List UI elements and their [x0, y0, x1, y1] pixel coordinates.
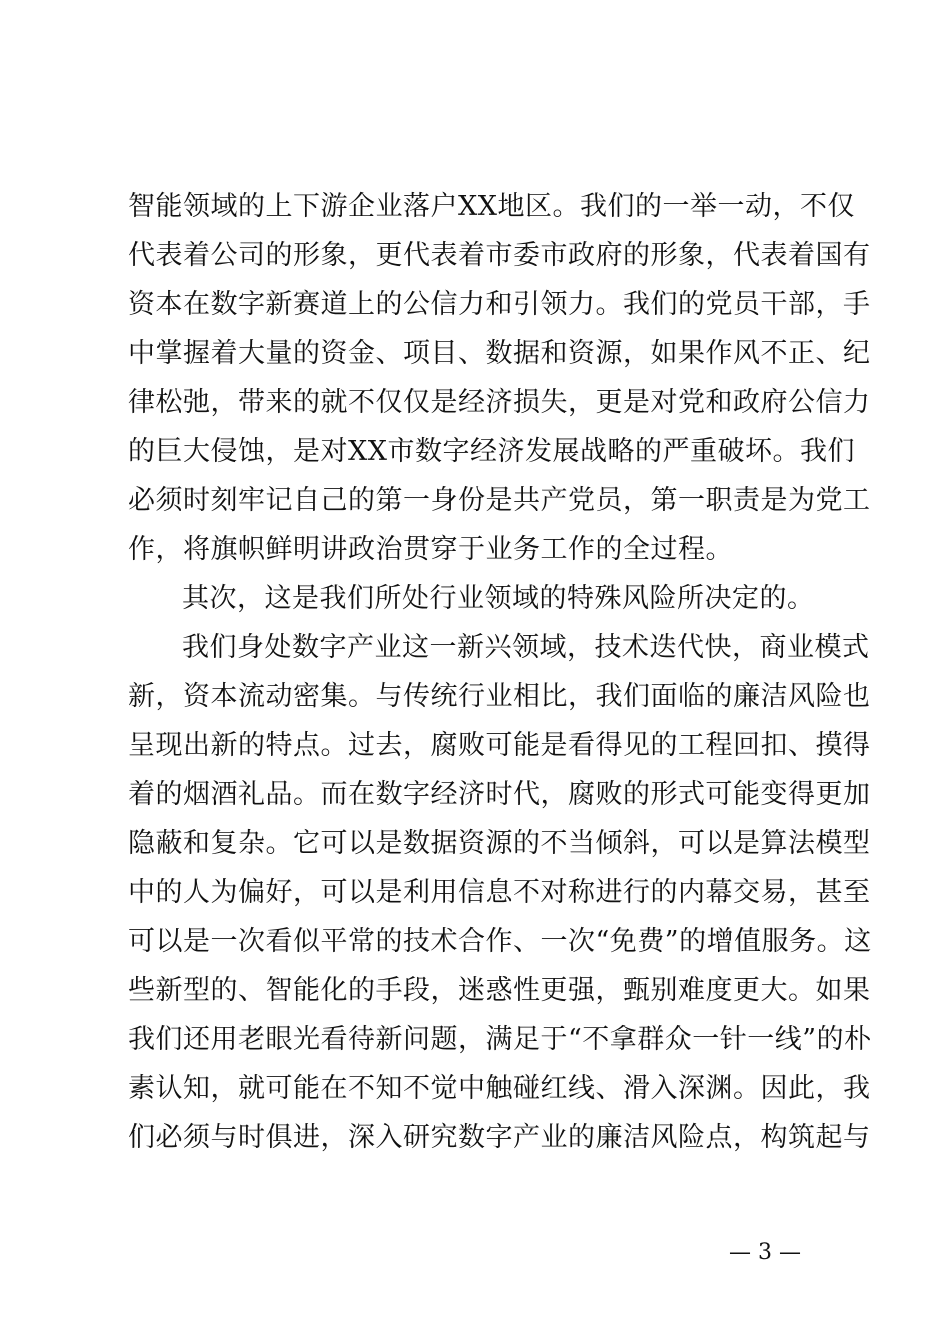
text-line: 代表着公司的形象，更代表着市委市政府的形象，代表着国有	[128, 240, 871, 271]
text-line: 呈现出新的特点。过去，腐败可能是看得见的工程回扣、摸得	[128, 730, 871, 761]
text-line: 隐蔽和复杂。它可以是数据资源的不当倾斜，可以是算法模型	[128, 828, 871, 859]
text-line: 新，资本流动密集。与传统行业相比，我们面临的廉洁风险也	[128, 681, 871, 712]
text-line: 律松弛，带来的就不仅仅是经济损失，更是对党和政府公信力	[128, 387, 871, 418]
paragraph-heading: 其次，这是我们所处行业领域的特殊风险所决定的。	[182, 583, 815, 614]
text-line: 我们还用老眼光看待新问题，满足于“不拿群众一针一线”的朴	[128, 1024, 872, 1055]
body-text	[128, 182, 872, 1162]
text-line: 中掌握着大量的资金、项目、数据和资源，如果作风不正、纪	[128, 338, 871, 369]
text-line: 们必须与时俱进，深入研究数字产业的廉洁风险点，构筑起与	[128, 1122, 871, 1153]
text-line: 我们身处数字产业这一新兴领域，技术迭代快，商业模式	[182, 632, 870, 663]
text-line: 资本在数字新赛道上的公信力和引领力。我们的党员干部，手	[128, 289, 871, 320]
page-number: — 3 —	[729, 1240, 801, 1265]
text-line: 智能领域的上下游企业落户XX地区。我们的一举一动，不仅	[128, 191, 855, 222]
text-line: 可以是一次看似平常的技术合作、一次“免费”的增值服务。这	[128, 926, 872, 957]
text-line: 中的人为偏好，可以是利用信息不对称进行的内幕交易，甚至	[128, 877, 871, 908]
text-line: 的巨大侵蚀，是对XX市数字经济发展战略的严重破坏。我们	[128, 436, 855, 467]
text-line: 必须时刻牢记自己的第一身份是共产党员，第一职责是为党工	[128, 485, 871, 516]
text-line: 着的烟酒礼品。而在数字经济时代，腐败的形式可能变得更加	[128, 779, 871, 810]
text-line: 些新型的、智能化的手段，迷惑性更强，甄别难度更大。如果	[128, 975, 871, 1006]
text-line: 作，将旗帜鲜明讲政治贯穿于业务工作的全过程。	[128, 534, 733, 565]
text-line: 素认知，就可能在不知不觉中触碰红线、滑入深渊。因此，我	[128, 1073, 871, 1104]
